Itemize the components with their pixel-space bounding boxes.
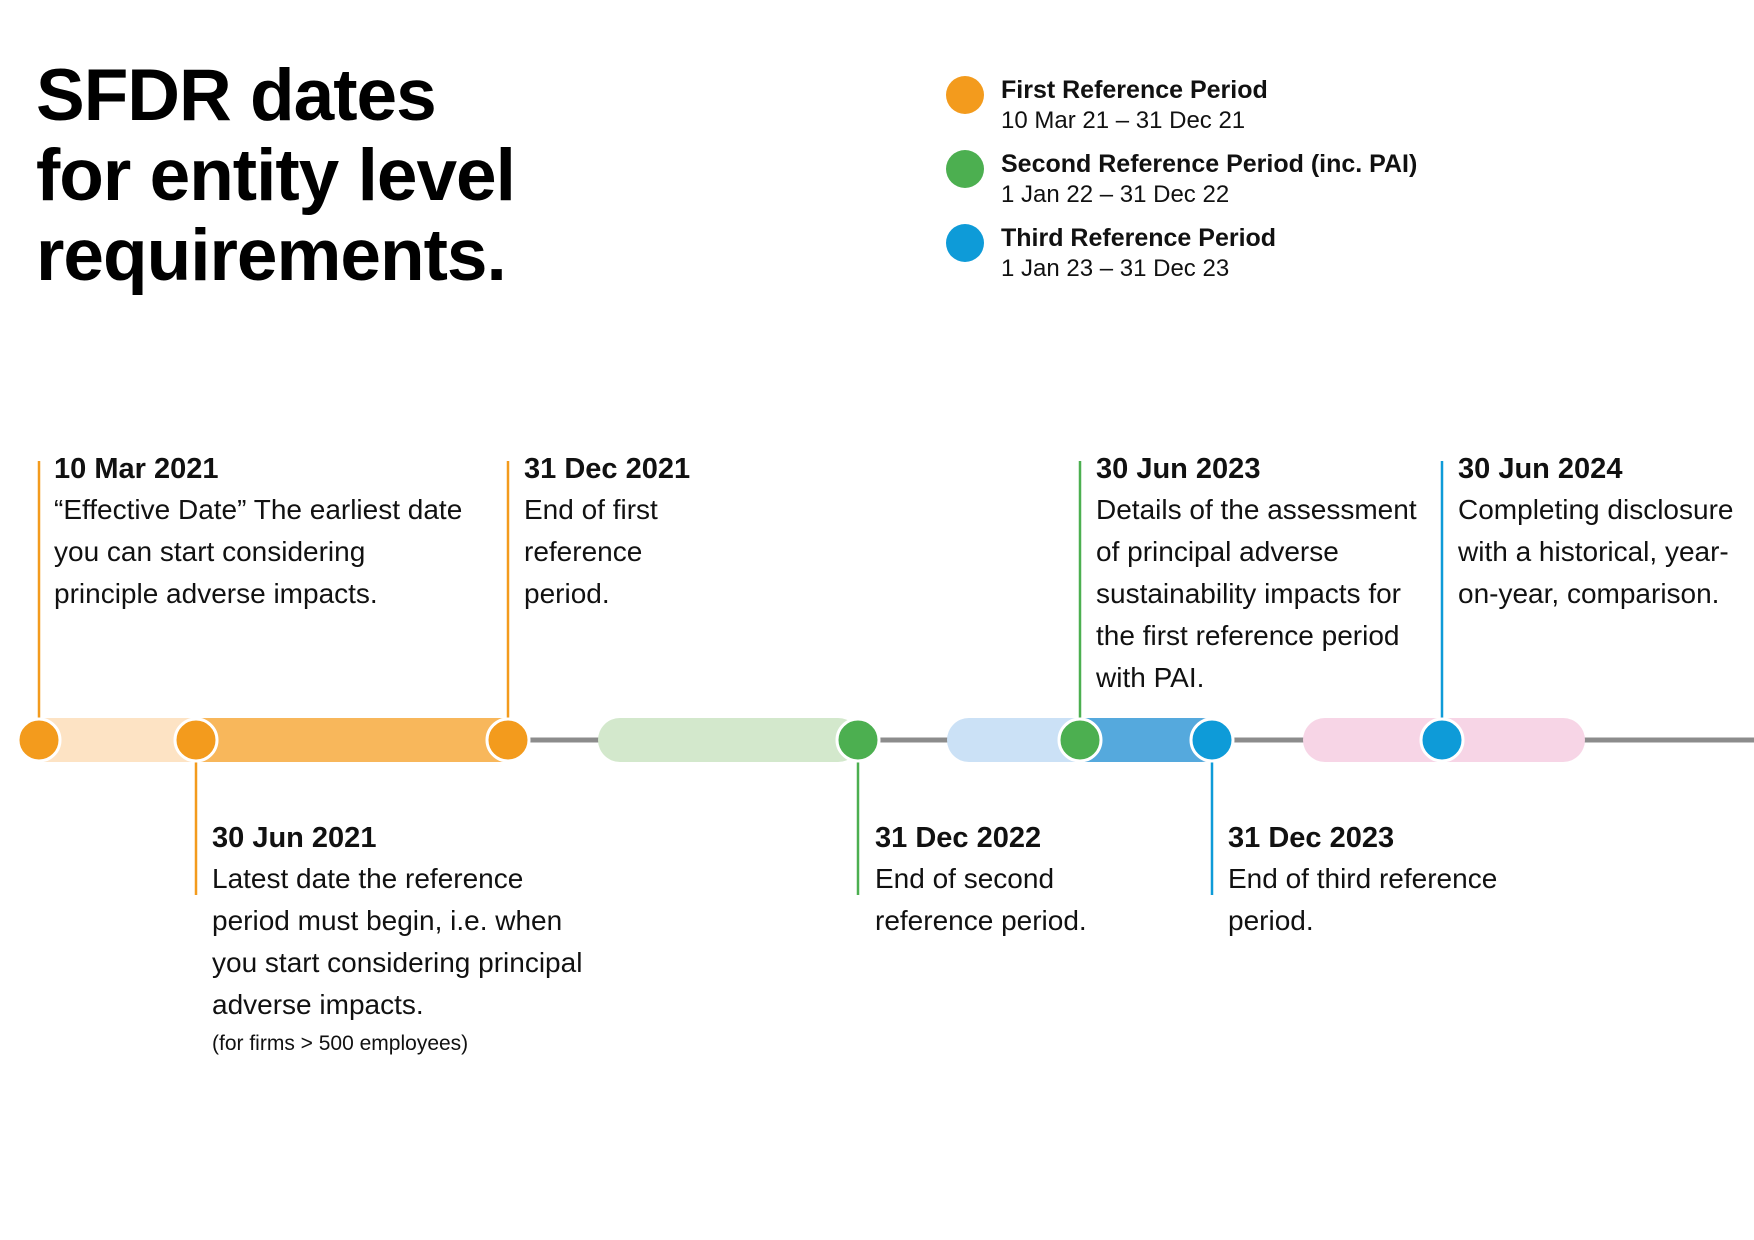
legend-range: 1 Jan 23 – 31 Dec 23 [1001,255,1230,282]
legend-name: Third Reference Period [1001,224,1277,252]
milestone-dot-31-dec-2022 [837,719,879,761]
event-description: Latest date the reference period must begin, i.e. when you start considering principal adverse impacts. [212,863,583,1020]
event-31-dec-2022 [875,818,1155,942]
title-line-2: for entity level [36,135,515,216]
event-date: 31 Dec 2021 [524,453,691,485]
event-note: (for firms > 500 employees) [212,1032,469,1055]
period-bar-second [598,718,860,762]
event-date: 30 Jun 2024 [1458,453,1623,485]
event-30-jun-2023 [1096,449,1421,699]
event-description: End of second reference period. [875,863,1087,936]
event-31-dec-2023 [1228,818,1508,942]
event-date: 30 Jun 2021 [212,822,377,854]
event-description: “Effective Date” The earliest date you can start considering principle adverse impacts. [54,494,463,609]
milestone-dot-30-jun-2021 [175,719,217,761]
event-30-jun-2021 [212,818,592,1062]
milestone-dot-10-mar-2021 [18,719,60,761]
legend-name: Second Reference Period (inc. PAI) [1001,150,1418,178]
event-description: Details of the assessment of principal adverse sustainability impacts for the first reference period with PAI. [1096,494,1417,693]
milestone-dot-31-dec-2021 [487,719,529,761]
event-description: Completing disclosure with a historical, year-on-year, comparison. [1458,494,1734,609]
event-date: 10 Mar 2021 [54,453,219,485]
event-description: End of third reference period. [1228,863,1498,936]
event-31-dec-2021 [524,449,714,615]
event-10-mar-2021 [54,449,474,615]
title-line-1: SFDR dates [36,55,436,136]
period-bar-first [182,718,522,762]
milestone-dot-31-dec-2023 [1191,719,1233,761]
event-date: 31 Dec 2023 [1228,822,1395,854]
legend-range: 1 Jan 22 – 31 Dec 22 [1001,181,1230,208]
event-date: 30 Jun 2023 [1096,453,1261,485]
legend-name: First Reference Period [1001,76,1268,104]
legend-range: 10 Mar 21 – 31 Dec 21 [1001,107,1246,134]
milestone-dot-30-jun-2023 [1059,719,1101,761]
milestone-dot-30-jun-2024 [1421,719,1463,761]
event-description: End of first reference period. [524,494,658,609]
event-30-jun-2024 [1458,449,1738,615]
event-date: 31 Dec 2022 [875,822,1042,854]
title-line-3: requirements. [36,215,506,296]
